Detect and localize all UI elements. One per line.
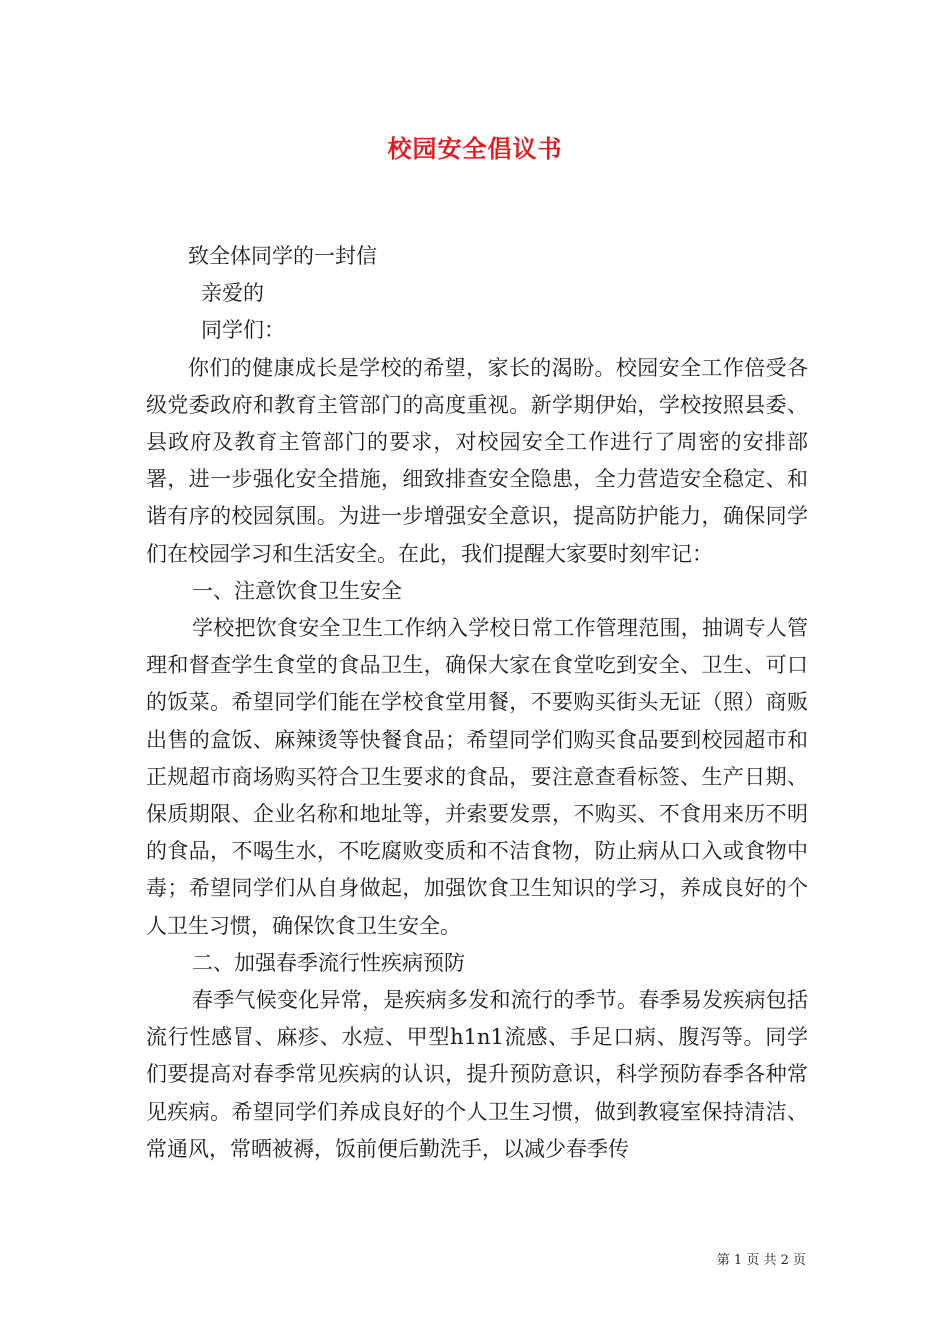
document-body xyxy=(146,238,808,1168)
document-title: 校园安全倡议书 xyxy=(387,134,563,163)
letter-subtitle: 致全体同学的一封信 xyxy=(188,244,377,268)
section-heading-1: 一、注意饮食卫生安全 xyxy=(192,578,402,603)
section-paragraph-1: 学校把饮食安全卫生工作纳入学校日常工作管理范围，抽调专人管理和督查学生食堂的食品卫生，确保大家在食堂吃到安全、卫生、可口的饭菜。希望同学们能在学校食堂用餐，不要购买街头无证（照）商贩出售的盒饭、麻辣烫等快餐食品；希望同学们购买食品要到校园超市和正规超市商场购买符合卫生要求的食品，要注意查看标签、生产日期、保质期限、企业名称和地址等，并索要发票，不购买、不食用来历不明的食品，不喝生水，不吃腐败变质和不洁食物，防止病从口入或食物中毒；希望同学们从自身做起，加强饮食卫生知识的学习，养成良好的个人卫生习惯，确保饮食卫生安全。 xyxy=(146,616,808,938)
section-heading-2: 二、加强春季流行性疾病预防 xyxy=(192,950,465,975)
salutation-line-1: 亲爱的 xyxy=(201,281,264,306)
page-number: 第 1 页 共 2 页 xyxy=(716,1253,806,1268)
salutation-line-2: 同学们： xyxy=(201,318,285,343)
intro-paragraph: 你们的健康成长是学校的希望，家长的渴盼。校园安全工作倍受各级党委政府和教育主管部门的高度重视。新学期伊始，学校按照县委、县政府及教育主管部门的要求，对校园安全工作进行了周密的安排部署，进一步强化安全措施，细致排查安全隐患，全力营造安全稳定、和谐有序的校园氛围。为进一步增强安全意识，提高防护能力，确保同学们在校园学习和生活安全。在此，我们提醒大家要时刻牢记： xyxy=(146,355,808,566)
section-paragraph-2: 春季气候变化异常，是疾病多发和流行的季节。春季易发疾病包括流行性感冒、麻疹、水痘、甲型h1n1流感、手足口病、腹泻等。同学们要提高对春季常见疾病的认识，提升预防意识，科学预防春季各种常见疾病。希望同学们养成良好的个人卫生习惯，做到教寝室保持清洁、常通风，常晒被褥，饭前便后勤洗手，以减少春季传 xyxy=(146,988,808,1161)
